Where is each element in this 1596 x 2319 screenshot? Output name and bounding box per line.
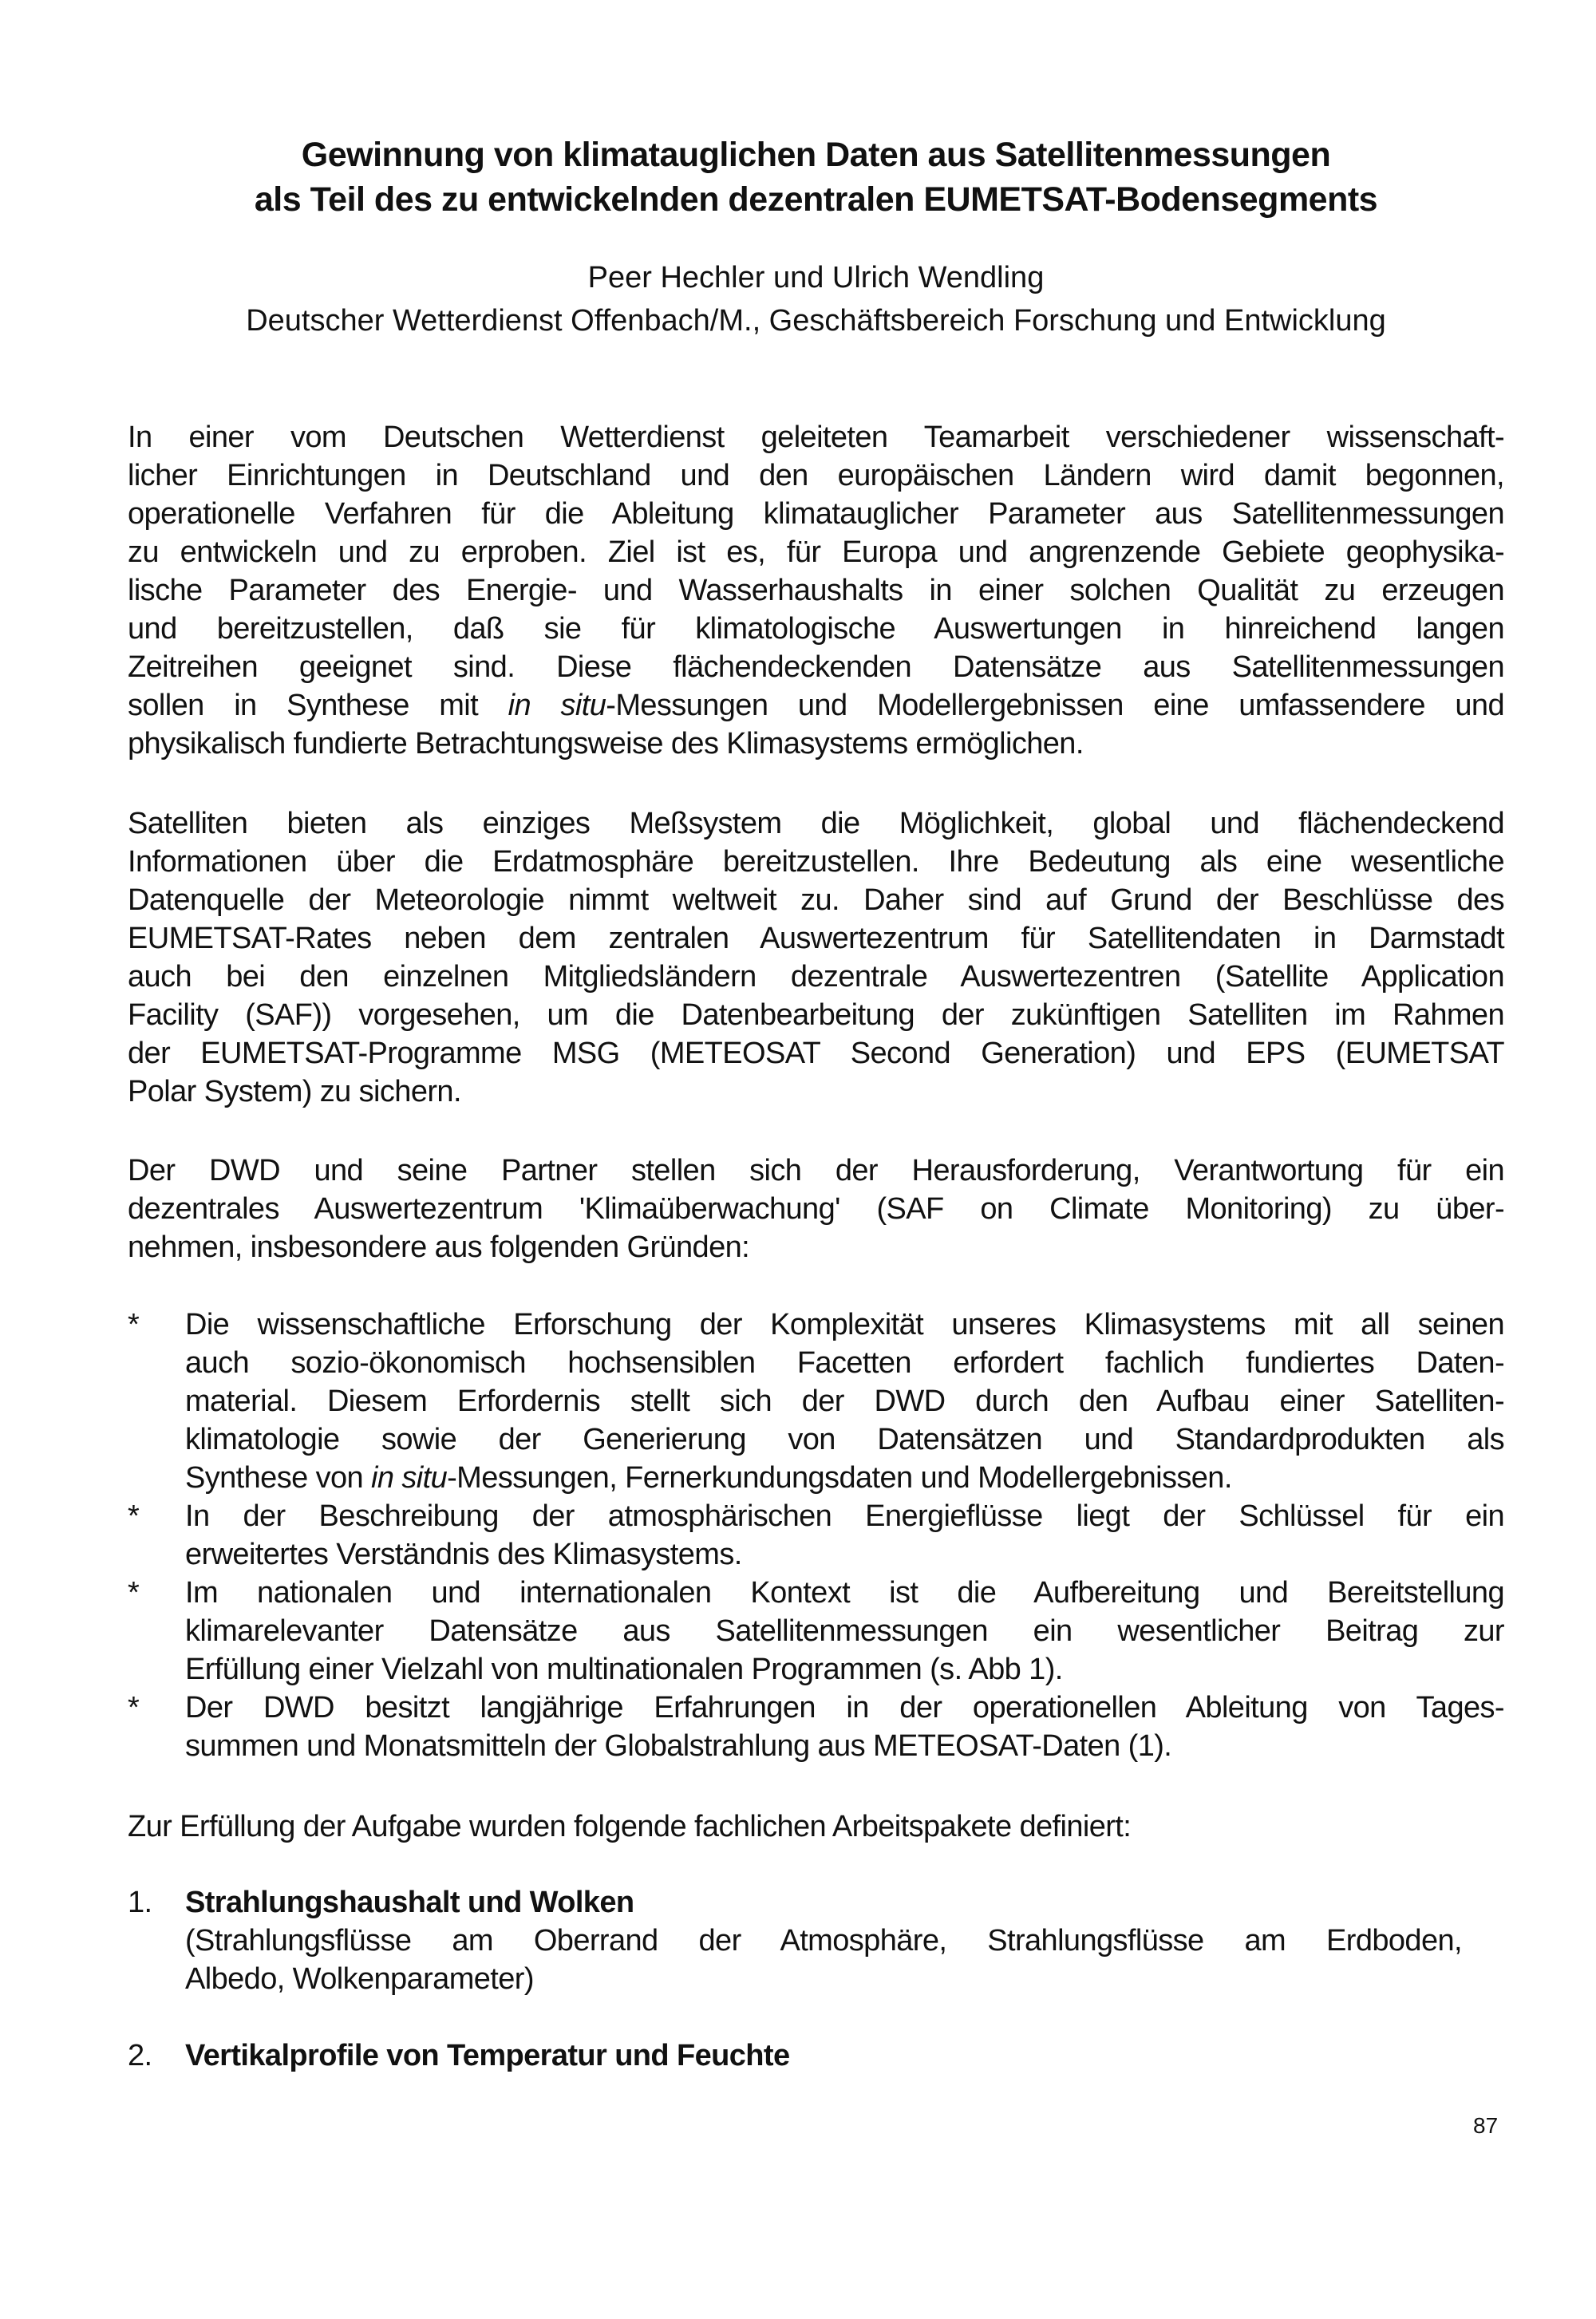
text-line: dezentrales Auswertezentrum 'Klimaüberwachung' (SAF on Climate Monitoring) zu über-	[128, 1192, 1504, 1226]
affiliation: Deutscher Wetterdienst Offenbach/M., Geschäftsbereich Forschung und Entwicklung	[246, 304, 1386, 338]
bullet-marker: *	[128, 1576, 140, 1610]
text-line: Die wissenschaftliche Erforschung der Komplexität unseres Klimasystems mit all seinen	[185, 1308, 1504, 1341]
text-segment: sollen in Synthese mit	[128, 689, 508, 722]
text-line: klimatologie sowie der Generierung von Datensätzen und Standardprodukten als	[185, 1423, 1504, 1456]
italic-term: in situ	[508, 689, 606, 722]
text-line: Zur Erfüllung der Aufgabe wurden folgende fachlichen Arbeitspakete definiert:	[128, 1810, 1132, 1843]
paragraph-2	[128, 804, 1504, 1111]
text-line: licher Einrichtungen in Deutschland und den europäischen Ländern wird damit begonnen,	[128, 459, 1504, 492]
text-line: Informationen über die Erdatmosphäre bereitzustellen. Ihre Bedeutung als eine wesentliche	[128, 845, 1504, 879]
paragraph-3	[128, 1152, 1504, 1266]
text-line: Albedo, Wolkenparameter)	[185, 1962, 534, 1996]
text-segment: -Messungen und Modellergebnissen eine umfassendere und	[606, 689, 1504, 722]
text-line: Zeitreihen geeignet sind. Diese flächendeckenden Datensätze aus Satellitenmessungen	[128, 650, 1504, 684]
text-line	[185, 1459, 1504, 1497]
bullet-item	[128, 1689, 1504, 1765]
bullet-item	[128, 1574, 1504, 1689]
text-line: summen und Monatsmitteln der Globalstrahlung aus METEOSAT-Daten (1).	[185, 1729, 1172, 1763]
work-package-1	[128, 1883, 1504, 1998]
text-line: (Strahlungsflüsse am Oberrand der Atmosphäre, Strahlungsflüsse am Erdboden,	[185, 1924, 1462, 1958]
text-line: operationelle Verfahren für die Ableitung klimatauglicher Parameter aus Satellitenmessungen	[128, 497, 1504, 531]
text-line: Datenquelle der Meteorologie nimmt weltweit zu. Daher sind auf Grund der Beschlüsse des	[128, 883, 1504, 917]
title-line: Gewinnung von klimatauglichen Daten aus Satellitenmessungen	[301, 136, 1331, 174]
italic-term: in situ	[371, 1461, 448, 1495]
text-line: physikalisch fundierte Betrachtungsweise des Klimasystems ermöglichen.	[128, 727, 1084, 760]
paragraph-4	[128, 1807, 1504, 1846]
authors: Peer Hechler und Ulrich Wendling	[587, 261, 1045, 294]
text-segment: -Messungen, Fernerkundungsdaten und Modellergebnissen.	[447, 1461, 1232, 1495]
document-title	[128, 132, 1504, 222]
text-line: der EUMETSAT-Programme MSG (METEOSAT Second Generation) und EPS (EUMETSAT	[128, 1037, 1504, 1070]
text-line: auch bei den einzelnen Mitgliedsländern dezentrale Auswertezentren (Satellite Application	[128, 960, 1504, 994]
text-segment: Synthese von	[185, 1461, 372, 1495]
text-line: erweitertes Verständnis des Klimasystems.	[185, 1538, 742, 1571]
text-line	[128, 686, 1504, 725]
text-line: Der DWD besitzt langjährige Erfahrungen in der operationellen Ableitung von Tages-	[185, 1691, 1504, 1724]
text-line: Der DWD und seine Partner stellen sich der Herausforderung, Verantwortung für ein	[128, 1154, 1504, 1187]
bullet-marker: *	[128, 1691, 140, 1724]
bullet-item	[128, 1497, 1504, 1574]
text-line: In der Beschreibung der atmosphärischen Energieflüsse liegt der Schlüssel für ein	[185, 1499, 1504, 1533]
text-line: lische Parameter des Energie- und Wasserhaushalts in einer solchen Qualität zu erzeugen	[128, 574, 1504, 607]
work-package-2	[128, 2037, 1504, 2075]
text-line: zu entwickeln und zu erproben. Ziel ist es, für Europa und angrenzende Gebiete geophysika-	[128, 535, 1504, 569]
text-line: auch sozio-ökonomisch hochsensiblen Facetten erfordert fachlich fundiertes Daten-	[185, 1346, 1504, 1380]
text-line: Erfüllung einer Vielzahl von multinationalen Programmen (s. Abb 1).	[185, 1653, 1063, 1686]
text-line: klimarelevanter Datensätze aus Satellitenmessungen ein wesentlicher Beitrag zur	[185, 1614, 1504, 1648]
item-number: 1.	[128, 1886, 152, 1919]
item-number: 2.	[128, 2039, 152, 2072]
bullet-marker: *	[128, 1499, 140, 1533]
item-heading: Strahlungshaushalt und Wolken	[185, 1886, 634, 1919]
bullet-marker: *	[128, 1308, 140, 1341]
text-line: In einer vom Deutschen Wetterdienst geleiteten Teamarbeit verschiedener wissenschaft-	[128, 421, 1504, 454]
text-line: EUMETSAT-Rates neben dem zentralen Auswertezentrum für Satellitendaten in Darmstadt	[128, 922, 1504, 955]
bullet-list	[128, 1306, 1504, 1765]
text-line: nehmen, insbesondere aus folgenden Gründen:	[128, 1231, 750, 1264]
text-line: Polar System) zu sichern.	[128, 1075, 461, 1108]
item-heading: Vertikalprofile von Temperatur und Feuchte	[185, 2039, 790, 2072]
byline	[128, 256, 1504, 342]
text-line: Satelliten bieten als einziges Meßsystem die Möglichkeit, global und flächendeckend	[128, 807, 1504, 840]
text-line: material. Diesem Erfordernis stellt sich der DWD durch den Aufbau einer Satelliten-	[185, 1385, 1504, 1418]
title-line: als Teil des zu entwickelnden dezentralen EUMETSAT-Bodensegments	[254, 180, 1378, 219]
text-line: Facility (SAF)) vorgesehen, um die Datenbearbeitung der zukünftigen Satelliten im Rahmen	[128, 998, 1504, 1032]
paragraph-1	[128, 418, 1504, 763]
text-line: und bereitzustellen, daß sie für klimatologische Auswertungen in hinreichend langen	[128, 612, 1504, 646]
text-line: Im nationalen und internationalen Kontext ist die Aufbereitung und Bereitstellung	[185, 1576, 1504, 1610]
bullet-item	[128, 1306, 1504, 1497]
page-number: 87	[1473, 2113, 1499, 2138]
